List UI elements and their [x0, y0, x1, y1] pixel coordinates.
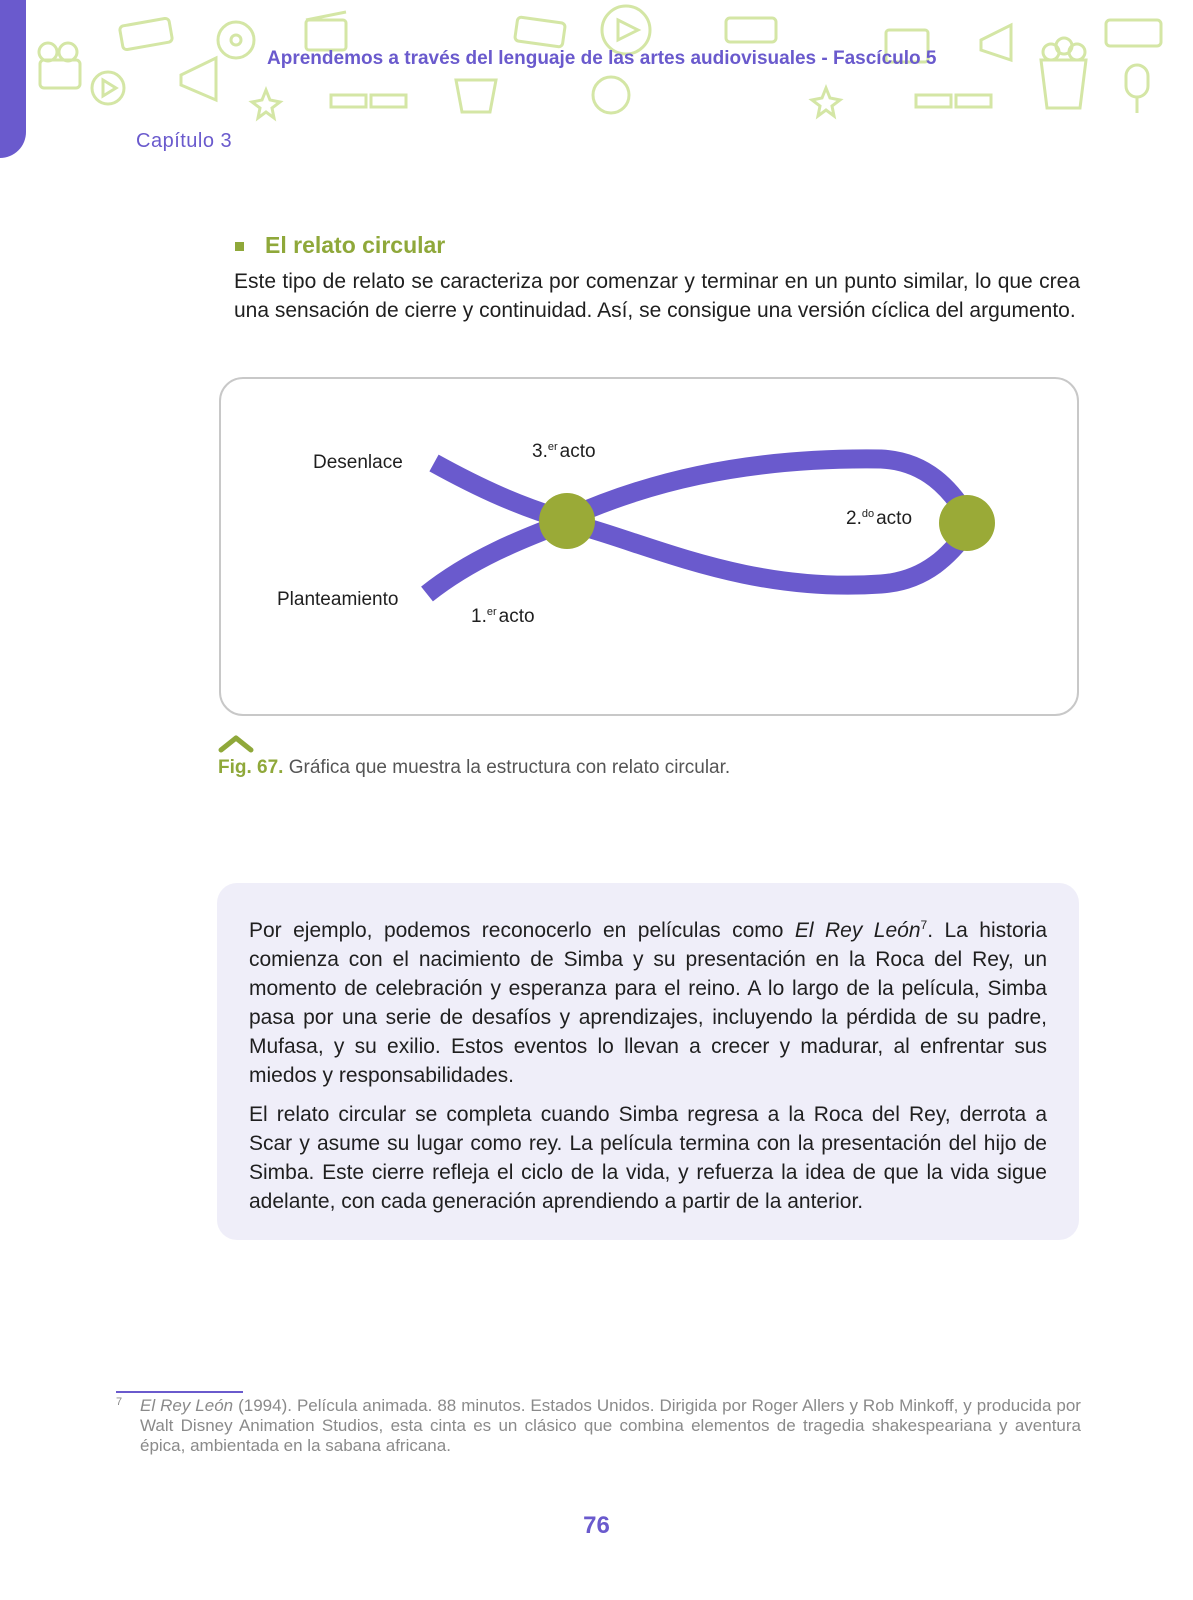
ticket-icon — [726, 18, 776, 42]
label-act-3: 3.$^{er}$ acto — [532, 441, 596, 462]
intro-paragraph: Este tipo de relato se caracteriza por comenzar y terminar en un punto similar, lo que crea una sensación de cierre y continuidad. Así, se consigue una versión cíclica del argumento. — [234, 270, 1080, 322]
play-icon — [602, 6, 650, 54]
chapter-label: Capítulo 3 — [136, 130, 233, 152]
page-number: 76 — [583, 1512, 610, 1539]
megaphone-icon — [981, 25, 1011, 60]
ticket-icon — [119, 18, 172, 50]
label-act-2: 2.$^{do}$ acto — [846, 508, 913, 529]
footnote-title: El Rey León — [140, 1396, 234, 1415]
film-reel-icon — [218, 22, 254, 58]
film-reel-icon — [593, 77, 629, 113]
climax-node — [939, 495, 995, 551]
film-title: El Rey León — [794, 919, 921, 942]
label-planteamiento: Planteamiento — [277, 589, 399, 610]
header-title: Aprendemos a través del lenguaje de las artes audiovisuales - Fascículo 5 — [267, 48, 937, 69]
footnote-ref[interactable]: 7 — [920, 918, 928, 932]
megaphone-icon — [181, 58, 216, 100]
star-icon — [812, 88, 840, 116]
figure-number: Fig. 67. — [218, 757, 284, 778]
figure-caption-text: Gráfica que muestra la estructura con relato circular. — [288, 757, 731, 778]
play-icon — [92, 72, 124, 104]
3d-glasses-icon — [331, 95, 406, 107]
side-tab — [0, 0, 26, 158]
ticket-icon — [1106, 20, 1161, 46]
footnote-text: (1994). Película animada. 88 minutos. Estados Unidos. Dirigida por Roger Allers y Rob Minkoff, y producida por Walt Disney Animation Studios, esta cinta es un clásico que combina elementos de tragedia shakespeariana y aventura épica, ambientada en la sabana africana. — [140, 1396, 1081, 1455]
3d-glasses-icon — [916, 95, 991, 107]
label-act-1: 1.$^{er}$ acto — [471, 606, 535, 627]
popcorn-icon — [456, 80, 496, 112]
circular-plot-diagram — [221, 379, 1081, 718]
ticket-icon — [515, 17, 566, 47]
popcorn-icon — [1041, 38, 1086, 108]
footnote — [116, 1396, 1081, 1456]
diagram-box — [219, 377, 1079, 716]
story-line-loop-lower — [561, 521, 969, 585]
clapperboard-icon — [306, 12, 346, 50]
turning-point-node — [539, 493, 595, 549]
figure-caption — [218, 757, 730, 779]
footnote-number: 7 — [116, 1396, 123, 1408]
example-paragraph-2: El relato circular se completa cuando Simba regresa a la Roca del Rey, derrota a Scar y asume su lugar como rey. La película termina con la presentación del hijo de Simba. Este cierre refleja el ciclo de la vida, y refuerza la idea de que la vida sigue adelante, con cada generación aprendiendo a partir de la anterior. — [249, 1103, 1047, 1213]
example-paragraph-1: Por ejemplo, podemos reconocerlo en películas como El Rey León$^7$. La historia comienza con el nacimiento de Simba y su presentación en la Roca del Rey, un momento de celebración y esperanza para el reino. A lo largo de la película, Simba pasa por una serie de desafíos y aprendizajes, incluyendo la pérdida de su padre, Mufasa, y su exilio. Estos eventos lo llevan a crecer y madurar, al enfrentar sus miedos y responsabilidades. — [249, 918, 1048, 1087]
footnote-divider — [116, 1391, 243, 1393]
bullet-icon — [235, 242, 244, 251]
camera-icon — [39, 43, 80, 88]
example-box — [217, 883, 1079, 1240]
star-icon — [252, 90, 280, 118]
label-desenlace: Desenlace — [313, 452, 403, 473]
chevron-up-icon — [218, 733, 254, 753]
microphone-icon — [1126, 65, 1148, 113]
section-title: El relato circular — [265, 232, 446, 258]
